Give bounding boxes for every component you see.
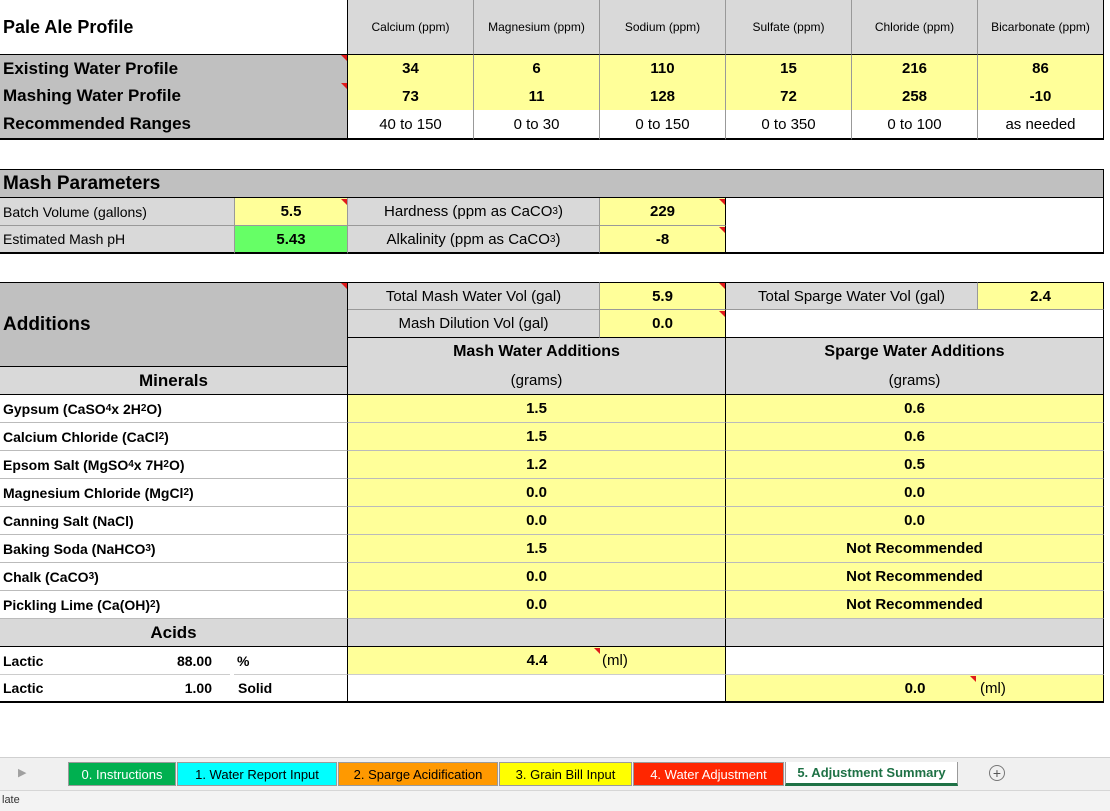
- alkalinity-label: Alkalinity (ppm as CaCO 3 ): [348, 226, 600, 254]
- sparge-grams-unit: (grams): [726, 366, 1104, 395]
- status-bar: [0, 790, 1110, 811]
- comment-marker: [719, 227, 725, 233]
- range-chloride: 0 to 100: [852, 110, 978, 140]
- existing-profile-label: Existing Water Profile: [0, 54, 348, 83]
- acids-sparge-header-blank: [726, 619, 1104, 647]
- sheet-tab[interactable]: 2. Sparge Acidification: [338, 762, 498, 786]
- mineral-sparge-grams[interactable]: 0.0: [726, 479, 1104, 507]
- acid-sparge-cell-blank: [726, 647, 1104, 675]
- mineral-label: Epsom Salt (MgSO 4 x 7H 2 O): [0, 451, 348, 479]
- mashing-chloride[interactable]: 258: [852, 82, 978, 111]
- acid-strength[interactable]: 88.00: [160, 647, 230, 675]
- acid-unit: %: [234, 647, 348, 675]
- acid-mash-cell-blank: [348, 675, 726, 703]
- mash-dilution-input[interactable]: 0.0: [600, 310, 726, 338]
- header-calcium: Calcium (ppm): [347, 0, 474, 54]
- mineral-sparge-grams[interactable]: Not Recommended: [726, 563, 1104, 591]
- blank-panel: [726, 198, 1104, 254]
- acid-mash-amount: 4.4: [526, 652, 548, 669]
- batch-volume-label: Batch Volume (gallons): [0, 198, 235, 226]
- sheet-tab[interactable]: 0. Instructions: [68, 762, 176, 786]
- acid-sparge-unit: (ml): [980, 679, 1006, 697]
- blank-cell: [726, 310, 1104, 338]
- mash-parameters-title: Mash Parameters: [0, 169, 1104, 198]
- mineral-label: Canning Salt (NaCl): [0, 507, 348, 535]
- mashing-profile-label: Mashing Water Profile: [0, 82, 348, 111]
- mineral-label: Magnesium Chloride (MgCl 2 ): [0, 479, 348, 507]
- comment-marker: [341, 199, 347, 205]
- total-mash-water-label: Total Mash Water Vol (gal): [348, 282, 600, 310]
- range-bicarbonate: as needed: [978, 110, 1104, 140]
- existing-bicarbonate[interactable]: 86: [978, 54, 1104, 83]
- batch-volume-input[interactable]: 5.5: [235, 198, 348, 226]
- existing-magnesium[interactable]: 6: [474, 54, 600, 83]
- acid-name: Lactic: [0, 647, 160, 675]
- mashing-sulfate[interactable]: 72: [726, 82, 852, 111]
- mineral-mash-grams[interactable]: 1.5: [348, 423, 726, 451]
- comment-marker: [970, 676, 976, 682]
- mineral-mash-grams[interactable]: 0.0: [348, 563, 726, 591]
- mineral-mash-grams[interactable]: 0.0: [348, 507, 726, 535]
- mineral-label: Chalk (CaCO 3 ): [0, 563, 348, 591]
- acid-sparge-cell[interactable]: [726, 675, 1104, 703]
- acid-name: Lactic: [0, 675, 160, 703]
- range-calcium: 40 to 150: [347, 110, 474, 140]
- mash-ph-value: 5.43: [235, 226, 348, 254]
- mineral-sparge-grams[interactable]: 0.0: [726, 507, 1104, 535]
- acid-unit: Solid: [230, 675, 348, 703]
- header-sulfate: Sulfate (ppm): [726, 0, 852, 54]
- total-sparge-water-value: 2.4: [978, 282, 1104, 310]
- existing-sodium[interactable]: 110: [600, 54, 726, 83]
- mineral-label: Gypsum (CaSO 4 x 2H 2 O): [0, 395, 348, 423]
- mineral-label: Baking Soda (NaHCO 3 ): [0, 535, 348, 563]
- existing-calcium[interactable]: 34: [347, 54, 474, 83]
- header-chloride: Chloride (ppm): [852, 0, 978, 54]
- sheet-tab[interactable]: 3. Grain Bill Input: [499, 762, 632, 786]
- total-mash-water-value: 5.9: [600, 282, 726, 310]
- acid-mash-unit: (ml): [602, 652, 628, 669]
- mineral-mash-grams[interactable]: 1.5: [348, 535, 726, 563]
- acid-strength[interactable]: 1.00: [160, 675, 230, 703]
- sheet-tab[interactable]: 1. Water Report Input: [177, 762, 337, 786]
- scroll-right-icon[interactable]: ▶: [18, 767, 27, 779]
- mineral-sparge-grams[interactable]: 0.6: [726, 423, 1104, 451]
- sparge-water-additions-header: Sparge Water Additions: [726, 338, 1104, 367]
- range-sodium: 0 to 150: [600, 110, 726, 140]
- comment-marker: [594, 648, 600, 654]
- status-text: late: [2, 794, 20, 806]
- existing-chloride[interactable]: 216: [852, 54, 978, 83]
- mineral-mash-grams[interactable]: 1.5: [348, 395, 726, 423]
- comment-marker: [719, 199, 725, 205]
- additions-title: Additions: [0, 282, 348, 366]
- mineral-label: Pickling Lime (Ca(OH) 2 ): [0, 591, 348, 619]
- mineral-mash-grams[interactable]: 1.2: [348, 451, 726, 479]
- acids-mash-header-blank: [348, 619, 726, 647]
- existing-sulfate[interactable]: 15: [726, 54, 852, 83]
- acids-header: Acids: [0, 619, 348, 647]
- mineral-label: Calcium Chloride (CaCl 2 ): [0, 423, 348, 451]
- mash-dilution-label: Mash Dilution Vol (gal): [348, 310, 600, 338]
- header-bicarbonate: Bicarbonate (ppm): [978, 0, 1104, 54]
- range-sulfate: 0 to 350: [726, 110, 852, 140]
- mash-water-additions-header: Mash Water Additions: [348, 338, 726, 367]
- mineral-sparge-grams[interactable]: 0.5: [726, 451, 1104, 479]
- mashing-sodium[interactable]: 128: [600, 82, 726, 111]
- mineral-mash-grams[interactable]: 0.0: [348, 479, 726, 507]
- hardness-value: 229: [600, 198, 726, 226]
- header-sodium: Sodium (ppm): [600, 0, 726, 54]
- sheet-tab[interactable]: 4. Water Adjustment: [633, 762, 784, 786]
- profile-title: Pale Ale Profile: [3, 16, 134, 37]
- mineral-sparge-grams[interactable]: Not Recommended: [726, 591, 1104, 619]
- mineral-sparge-grams[interactable]: 0.6: [726, 395, 1104, 423]
- comment-marker: [341, 283, 347, 289]
- plus-circle-icon[interactable]: +: [989, 765, 1005, 781]
- minerals-header: Minerals: [0, 366, 348, 395]
- mashing-magnesium[interactable]: 11: [474, 82, 600, 111]
- comment-marker: [719, 311, 725, 317]
- comment-marker: [719, 283, 725, 289]
- mineral-sparge-grams[interactable]: Not Recommended: [726, 535, 1104, 563]
- header-magnesium: Magnesium (ppm): [474, 0, 600, 54]
- sheet-tab[interactable]: 5. Adjustment Summary: [785, 762, 958, 786]
- mashing-bicarbonate[interactable]: -10: [978, 82, 1104, 111]
- recommended-ranges-label: Recommended Ranges: [0, 110, 348, 140]
- hardness-label: Hardness (ppm as CaCO 3 ): [348, 198, 600, 226]
- total-sparge-water-label: Total Sparge Water Vol (gal): [726, 282, 978, 310]
- acid-mash-cell[interactable]: [348, 647, 726, 675]
- acid-sparge-amount: 0.0: [904, 679, 926, 697]
- mash-ph-label: Estimated Mash pH: [0, 226, 235, 254]
- range-magnesium: 0 to 30: [474, 110, 600, 140]
- mash-grams-unit: (grams): [348, 366, 726, 395]
- alkalinity-value: -8: [600, 226, 726, 254]
- mashing-calcium[interactable]: 73: [347, 82, 474, 111]
- mineral-mash-grams[interactable]: 0.0: [348, 591, 726, 619]
